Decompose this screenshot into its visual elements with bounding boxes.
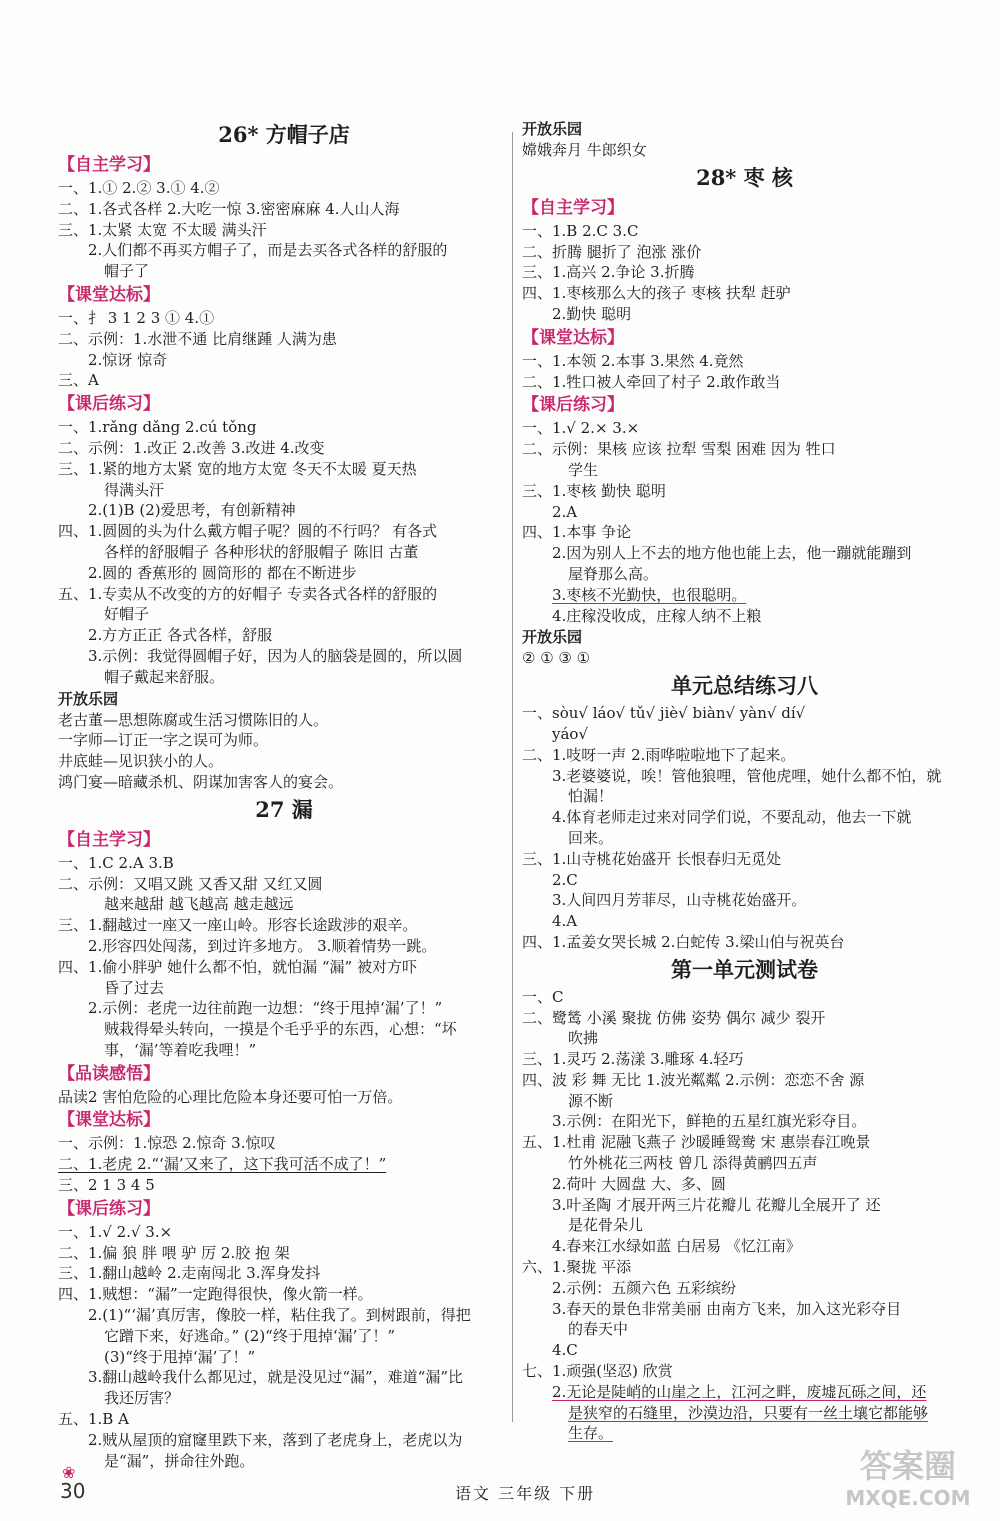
answer-line: 二、1.老虎 2.“‘漏’又来了，这下我可活不成了！” (58, 1155, 387, 1174)
answer-line: 4.体育老师走过来对同学们说，不要乱动，他去一下就 (552, 808, 912, 827)
answer-line: 它蹭下来，好逃命。” (2)“终于甩掉‘漏’了！” (104, 1326, 396, 1345)
section-header: 【课后练习】 (58, 394, 160, 415)
answer-line: 3.叶圣陶 才展开两三片花瓣儿 花瓣儿全展开了 还 (552, 1195, 881, 1214)
answer-line: 怕漏！ (568, 787, 614, 806)
answer-line: 三、1.山寺桃花始盛开 长恨春归无觅处 (522, 849, 782, 868)
answer-line: 是狭窄的石缝里，沙漠边沿，只要有一丝土壤它都能够 (568, 1403, 929, 1422)
answer-line: 二、1.偏 狼 胖 喂 驴 厉 2.胶 抱 架 (58, 1243, 290, 1262)
section-title: 27 漏 (255, 796, 313, 822)
answer-line: 一、sòu√ láo√ tǔ√ jiè√ biàn√ yàn√ dí√ (522, 704, 806, 723)
section-title: 单元总结练习八 (671, 673, 818, 699)
section-header: 【自主学习】 (522, 197, 624, 218)
answer-line: (3)“终于甩掉‘漏’了！” (104, 1347, 256, 1366)
answer-line: 一、C (522, 987, 564, 1006)
answer-line: 3.示例：在阳光下，鲜艳的五星红旗光彩夺目。 (552, 1112, 867, 1131)
answer-line: 4.C (552, 1341, 578, 1360)
answer-line: 3.示例：我觉得圆帽子好，因为人的脑袋是圆的，所以圆 (88, 646, 463, 665)
answer-line: 得满头汗 (104, 480, 165, 499)
left-column (58, 118, 510, 1471)
answer-line: 2.示例：老虎一边往前跑一边想：“终于甩掉‘漏’了！” (88, 999, 443, 1018)
answer-line: 是“漏”，拼命往外跑。 (104, 1451, 255, 1470)
answer-line: 2.无论是陡峭的山崖之上，江河之畔，废墟瓦砾之间，还 (552, 1382, 927, 1401)
answer-line: 三、1.翻山越岭 2.走南闯北 3.浑身发抖 (58, 1264, 321, 1283)
answer-line: 2.示例：五颜六色 五彩缤纷 (552, 1278, 737, 1297)
answer-line: 五、1.B A (58, 1410, 129, 1429)
answer-line: 井底蛙—见识狭小的人。 (58, 752, 224, 771)
answer-line: 二、折腾 腿折了 泡涨 涨价 (522, 242, 702, 261)
answer-line: 2.因为别人上不去的地方他也能上去，他一蹦就能蹦到 (552, 544, 912, 563)
column-divider (512, 132, 513, 1422)
section-header: 【课堂达标】 (58, 1110, 160, 1131)
answer-line: 越来越甜 越飞越高 越走越远 (104, 895, 294, 914)
page-number: 30 (60, 1479, 86, 1503)
answer-line: 2.荷叶 大圆盘 大、多、圆 (552, 1174, 726, 1193)
page-number-decoration-icon: ❀ (62, 1463, 76, 1482)
answer-line: 二、鹭鸶 小溪 聚拢 仿佛 姿势 偶尔 减少 裂开 (522, 1008, 826, 1027)
answer-line: 六、1.聚拢 平添 (522, 1258, 632, 1277)
answer-line: 三、1.紧的地方太紧 宽的地方太宽 冬天不太暖 夏天热 (58, 459, 417, 478)
answer-line: 老古董—思想陈腐或生活习惯陈旧的人。 (58, 710, 329, 729)
section-header: 【自主学习】 (58, 155, 160, 175)
answer-line: 五、1.专卖从不改变的方的好帽子 专卖各式各样的舒服的 (58, 584, 438, 603)
answer-line: 学生 (568, 460, 599, 479)
page-footer (60, 1463, 760, 1515)
answer-line: 四、波 彩 舞 无比 1.波光粼粼 2.示例：恋恋不舍 源 (522, 1070, 865, 1089)
answer-line: 3.春天的景色非常美丽 由南方飞来，加入这光彩夺目 (552, 1299, 902, 1318)
answer-line: 二、示例：1.水泄不通 比肩继踵 人满为患 (58, 329, 337, 348)
answer-line: 2.C (552, 870, 578, 889)
answer-line: 帽子了 (104, 262, 150, 281)
answer-line: 昏了过去 (104, 978, 165, 997)
answer-line: 我还厉害？ (104, 1389, 180, 1408)
watermark-url: MXQE.COM (845, 1486, 971, 1510)
answer-line: 2.惊讶 惊奇 (88, 350, 168, 369)
answer-line: 四、1.圆圆的头为什么戴方帽子呢？圆的不行吗？ 有各式 (58, 522, 438, 541)
watermark-text: 答案圈 (859, 1447, 957, 1485)
answer-line: 一、1.① 2.② 3.① 4.② (58, 179, 220, 197)
answer-line: 嫦娥奔月 牛郎织女 (522, 141, 647, 159)
answer-line: 帽子戴起来舒服。 (104, 667, 225, 686)
answer-line: 四、1.孟姜女哭长城 2.白蛇传 3.梁山伯与祝英台 (522, 932, 845, 951)
answer-line: 2.(1)“‘漏’真厉害，像胶一样，粘住我了。到树跟前，得把 (88, 1306, 471, 1325)
answer-line: 三、1.枣核 勤快 聪明 (522, 481, 666, 500)
answer-line: 2.圆的 香蕉形的 圆筒形的 都在不断进步 (88, 563, 357, 582)
answer-line: 三、2 1 3 4 5 (58, 1176, 155, 1195)
answer-line: 回来。 (568, 828, 614, 847)
answer-line: ② ① ③ ① (522, 649, 591, 668)
answer-line: 二、1.各式各样 2.大吃一惊 3.密密麻麻 4.人山人海 (58, 199, 400, 218)
answer-line: 二、示例：又唱又跳 又香又甜 又红又圆 (58, 874, 323, 893)
answer-line: 一、1.√ 2.× 3.× (522, 419, 640, 438)
answer-line: 三、1.高兴 2.争论 3.折腾 (522, 263, 695, 282)
answer-line: 四、1.贼想：“漏”一定跑得很快，像火箭一样。 (58, 1285, 373, 1304)
answer-line: 七、1.顽强(坚忍) 欣赏 (522, 1362, 673, 1381)
section-header: 【课堂达标】 (58, 284, 160, 305)
answer-line: 一、扌 3 1 2 3 ① 4.① (58, 308, 215, 327)
answer-line: 四、1.偷小胖驴 她什么都不怕，就怕漏 “漏” 被对方吓 (58, 957, 417, 976)
answer-line: 一字师—订正一字之误可为师。 (58, 731, 269, 750)
answer-line: 一、示例：1.惊恐 2.惊奇 3.惊叹 (58, 1134, 276, 1153)
section-header: 【课后练习】 (58, 1198, 160, 1219)
answer-line: 吹拂 (568, 1029, 599, 1048)
subsection-label: 开放乐园 (58, 689, 119, 708)
answer-line: 源不断 (568, 1091, 614, 1110)
answer-line: 2.勤快 聪明 (552, 304, 632, 323)
answer-line: 一、1.本领 2.本事 3.果然 4.竟然 (522, 351, 744, 370)
answer-line: 2.形容四处闯荡，到过许多地方。 3.顺着情势一跳。 (88, 936, 437, 955)
answer-line: 的春天中 (568, 1320, 629, 1339)
answer-line: 品读2 害怕危险的心理比危险本身还要可怕一万倍。 (58, 1087, 403, 1106)
section-header: 【自主学习】 (58, 829, 160, 850)
answer-line: 四、1.枣核那么大的孩子 枣核 扶犁 赶驴 (522, 284, 791, 303)
answer-line: 是花骨朵儿 (568, 1216, 644, 1235)
answer-line: 贼栽得晕头转向，一摸是个毛乎乎的东西，心想：“坏 (104, 1020, 457, 1039)
answer-line: 各样的舒服帽子 各种形状的舒服帽子 陈旧 古董 (104, 542, 419, 561)
answer-line: 一、1.√ 2.√ 3.× (58, 1222, 173, 1241)
subsection-label: 开放乐园 (522, 120, 583, 138)
answer-line: 4.庄稼没收成，庄稼人纳不上粮 (552, 606, 762, 625)
section-title: 第一单元测试卷 (671, 956, 818, 982)
answer-line: 好帽子 (104, 605, 150, 624)
answer-line: 4.A (552, 912, 578, 931)
section-title: 26* 方帽子店 (218, 122, 350, 147)
answer-line: 一、1.C 2.A 3.B (58, 853, 174, 872)
section-header: 【课后练习】 (522, 395, 624, 416)
answer-line: 三、1.翻越过一座又一座山岭。形容长途跋涉的艰辛。 (58, 916, 418, 935)
section-header: 【品读感悟】 (58, 1063, 160, 1084)
answer-line: 二、示例：果核 应该 拉犁 雪梨 困难 因为 牲口 (522, 440, 836, 459)
right-column (522, 118, 967, 1444)
answer-line: 事，‘漏’等着吃我哩！” (104, 1040, 257, 1059)
answer-line: 五、1.杜甫 泥融飞燕子 沙暖睡鸳鸯 宋 惠崇春江晚景 (522, 1133, 871, 1152)
answer-line: 屋脊那么高。 (568, 564, 659, 583)
answer-line: 3.翻山越岭我什么都见过，就是没见过“漏”，难道“漏”比 (88, 1368, 463, 1387)
answer-line: 3.枣核不光勤快，也很聪明。 (552, 585, 747, 604)
section-title: 28* 枣 核 (696, 164, 793, 190)
answer-line: 二、1.牲口被人牵回了村子 2.敢作敢当 (522, 372, 781, 391)
answer-line: 生存。 (568, 1424, 614, 1443)
answer-line: 2.A (552, 502, 578, 521)
answer-line: 2.(1)B (2)爱思考，有创新精神 (88, 501, 296, 520)
answer-line: 二、1.吱呀一声 2.雨哗啦啦地下了起来。 (522, 745, 796, 764)
answer-line: 2.贼从屋顶的窟窿里跌下来，落到了老虎身上，老虎以为 (88, 1430, 463, 1449)
answer-line: 3.老婆婆说，唉！管他狼哩，管他虎哩，她什么都不怕，就 (552, 766, 942, 785)
answer-line: 一、1.rǎng dǎng 2.cú tǒng (58, 418, 257, 437)
answer-line: 三、1.太紧 太宽 不太暖 满头汗 (58, 220, 267, 239)
answer-line: 竹外桃花三两枝 曾几 添得黄鹂四五声 (568, 1154, 818, 1173)
answer-line: 鸿门宴—暗藏杀机、阴谋加害客人的宴会。 (58, 772, 344, 791)
answer-line: 二、示例：1.改正 2.改善 3.改进 4.改变 (58, 438, 325, 457)
subsection-label: 开放乐园 (522, 628, 583, 647)
answer-line: 三、1.灵巧 2.荡漾 3.雕琢 4.轻巧 (522, 1050, 744, 1069)
subject-label: 语文 三年级 下册 (455, 1484, 596, 1503)
answer-line: 2.人们都不再买方帽子了，而是去买各式各样的舒服的 (88, 241, 448, 260)
section-header: 【课堂达标】 (522, 327, 624, 348)
answer-line: 2.方方正正 各式各样，舒服 (88, 626, 273, 645)
answer-line: 一、1.B 2.C 3.C (522, 221, 639, 240)
answer-line: 三、A (58, 371, 99, 390)
answer-line: 3.人间四月芳菲尽，山寺桃花始盛开。 (552, 891, 807, 910)
answer-line: 四、1.本事 争论 (522, 523, 632, 542)
answer-line: yáo√ (552, 724, 589, 743)
watermark-logo (828, 1435, 988, 1515)
answer-line: 4.春来江水绿如蓝 白居易 《忆江南》 (552, 1237, 801, 1256)
